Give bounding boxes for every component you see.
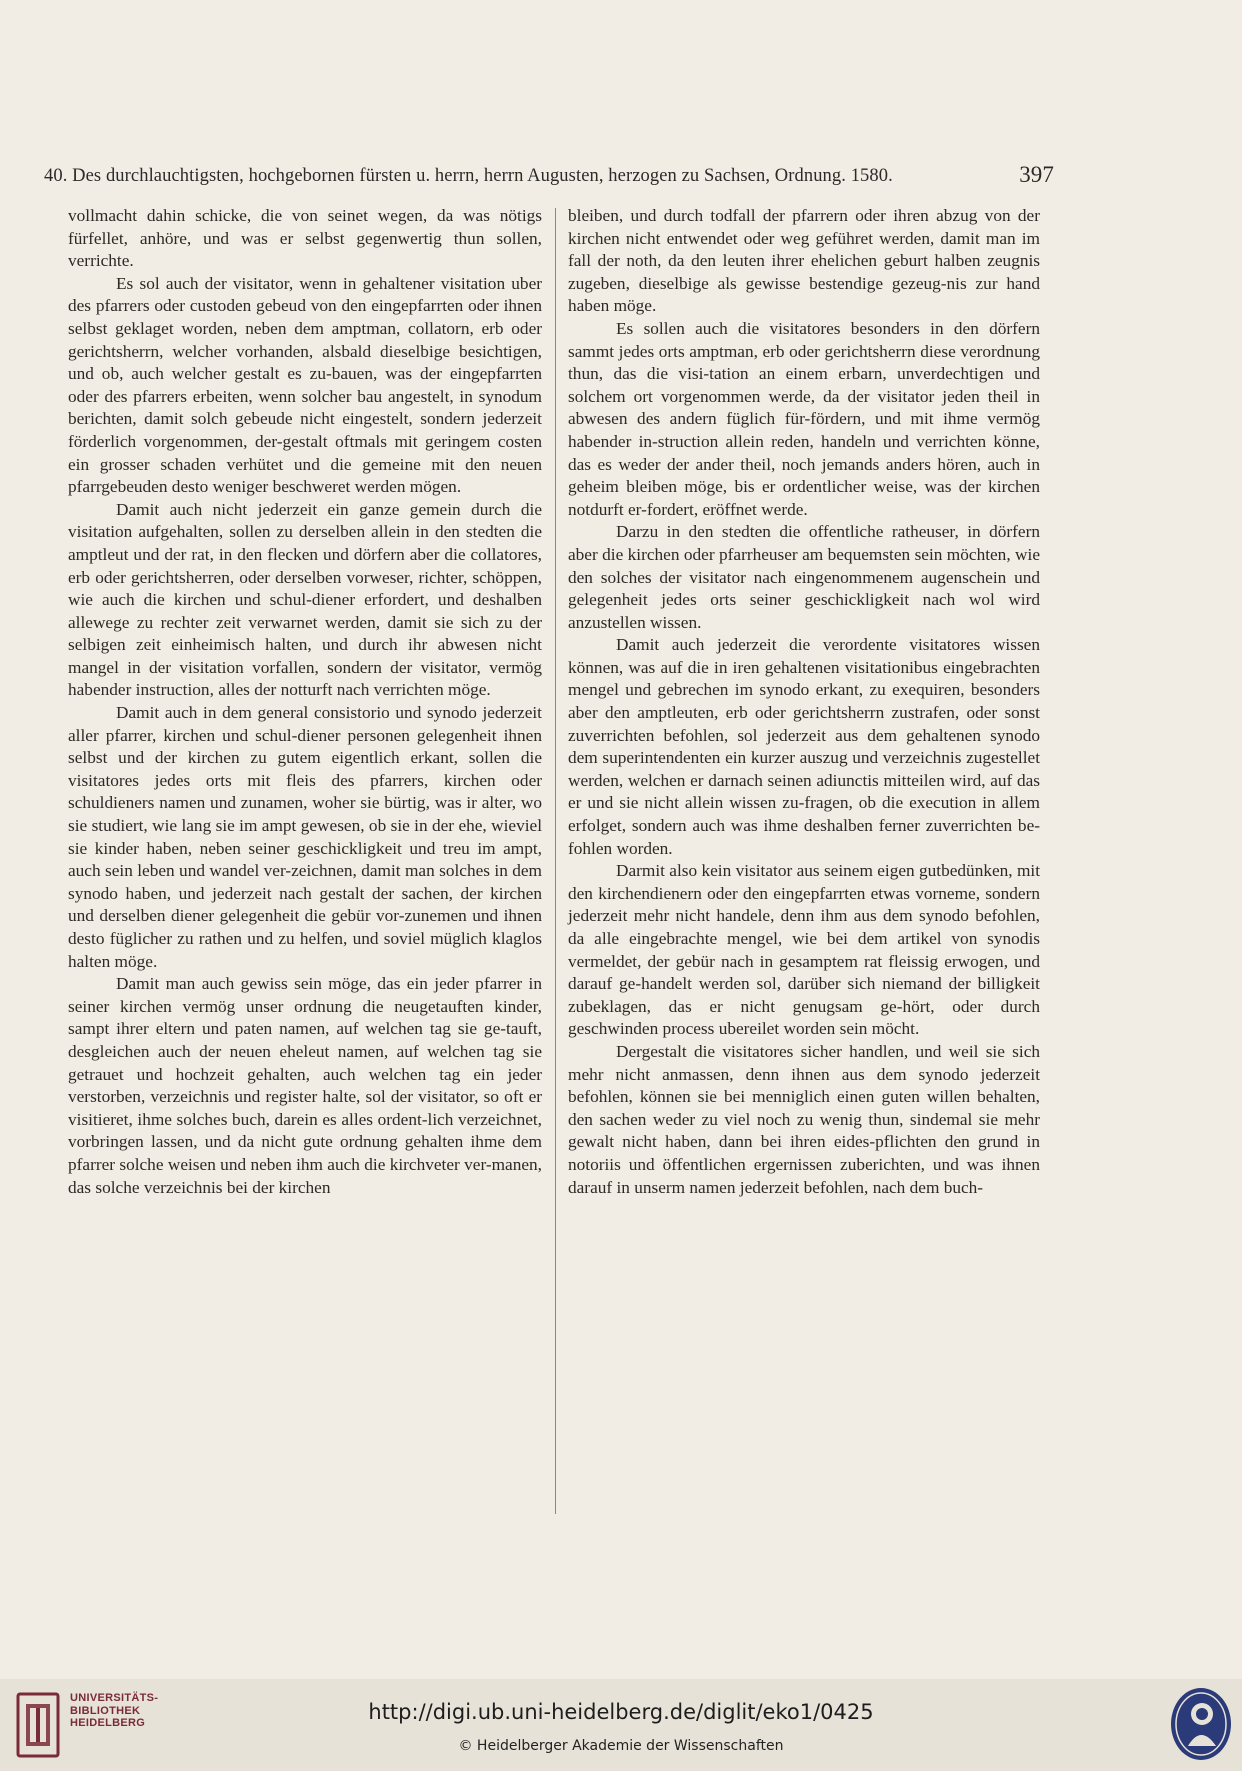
library-name-line: HEIDELBERG bbox=[70, 1717, 146, 1729]
right-column bbox=[568, 205, 1040, 1199]
paragraph: Darzu in den stedten die offentliche ratheuser, in dörfern aber die kirchen oder pfarrheuser am bequemsten sein möchten, wie den solches der visitator nach eingenommenem augenschein und gelegenheit jedes orts seiner geschickligkeit nach wol wird anzustellen wissen. bbox=[568, 522, 1040, 632]
column-divider bbox=[555, 208, 556, 1514]
paragraph: Damit auch jederzeit die verordente visitatores wissen können, was auf die in iren gehaltenen visitationibus eingebrachten mengel und gebrechen im synodo erkant, zu exequiren, besonders aber den amptleuten, erb oder gerichtsherrn zustrafen, oder sonst zuverrichten befohlen, sol jederzeit aus dem gehaltenen synodo dem superintendenten ein kurzer auszug und verzeichnis zugestellet werden, welchen er darnach seinen adiunctis mitteilen wird, auf das er und sie nicht allein wissen zu-fragen, ob die execution in allem erfolget, sondern auch was ihme deshalben ferner zuverrichten be-fohlen worden. bbox=[568, 635, 1040, 858]
paragraph: Damit man auch gewiss sein möge, das ein jeder pfarrer in seiner kirchen vermög unser ordnung die neugetauften kinder, sampt ihrer eltern und paten namen, auf welchen tag sie ge-tauft, desgleichen auch der neuen eheleut namen, auf welchen tag sie getrauet und hochzeit gehalten, auch welchen tag ein jeder verstorben, verzeichnis und register halte, sol der visitator, so oft er visitieret, ihme solches buch, darein es alles ordent-lich verzeichnet, vorbringen lassen, und da nicht gute ordnung gehalten ihme dem pfarrer solche weisen und neben ihm auch die kirchveter ver-manen, das solche verzeichnis bei der kirchen bbox=[68, 974, 542, 1197]
library-name-line: UNIVERSITÄTS- bbox=[70, 1692, 159, 1704]
paragraph: Damit auch in dem general consistorio und synodo jederzeit aller pfarrer, kirchen und schul-diener personen gelegenheit ihnen selbst und der kirchen zu gutem eigentlich erkant, sollen die visitatores jedes orts mit fleis des pfarrers, kirchen oder schuldieners namen und zunamen, woher sie bürtig, was ir alter, wo sie studiert, wie lang sie im ampt gewesen, ob sie in der ehe, wieviel sie kinder haben, neben seiner geschickligkeit und treu im ampt, auch sein leben und wandel ver-zeichnen, damit man solches in dem synodo haben, und jederzeit nach gestalt der sachen, der kirchen und derselben diener gelegenheit die gebür vor-zunemen und ihnen desto füglicher zu rathen und zu helfen, und soviel müglich klaglos halten möge. bbox=[68, 703, 542, 971]
paragraph: Darmit also kein visitator aus seinem eigen gutbedünken, mit den kirchendienern oder den eingepfarrten etwas vorneme, sondern jederzeit mehr nicht handele, denn ihm aus dem synodo befohlen, da alle eingebrachte mengel, wie bei dem artikel von synodis vermeldet, der gebür nach in gesamptem rat fleissig erwogen, und darauf ge-handelt werden sol, darüber sich niemand der billigkeit zubeklagen, das er nicht genugsam ge-hört, oder durch geschwinden process ubereilet worden sein möcht. bbox=[568, 861, 1040, 1039]
page-number: 397 bbox=[1019, 162, 1054, 187]
footer-bar bbox=[0, 1679, 1242, 1771]
library-name-line: BIBLIOTHEK bbox=[70, 1704, 141, 1717]
paragraph: Dergestalt die visitatores sicher handlen, und weil sie sich mehr nicht anmassen, denn ihnen aus dem synodo jederzeit befohlen, können sie bei menniglich einen guten willen behalten, den sachen weder zu viel noch zu wenig thun, sindemal sie mehr gewalt nicht haben, dann bei ihren eides-pflichten den grund in notoriis und öffentlichen ergernissen zuberichten, und was ihnen darauf in unserm namen jederzeit befohlen, nach dem buch- bbox=[568, 1041, 1040, 1197]
permalink-url[interactable]: http://digi.ub.uni-heidelberg.de/diglit/eko1/0425 bbox=[368, 1700, 874, 1724]
paragraph: Es sollen auch die visitatores besonders in den dörfern sammt jedes orts amptman, erb oder gerichtsherrn diese verordnung thun, das die visi-tation an einem erbarn, unverdechtigen und solchem ort vorgenommen werde, da der visitator jeden theil in abwesen des andern füglich für-fördern, und mit ihme vermög habender in-struction allein reden, handeln und verrichten könne, das es weder der ander theil, noch jemands anders hören, auch in geheim bleiben möge, bis er ordentlicher weise, was der kirchen notdurft er-fordert, eröffnet werde. bbox=[568, 318, 1040, 519]
left-column bbox=[68, 205, 542, 1199]
copyright-notice: © Heidelberger Akademie der Wissenschaften bbox=[458, 1738, 784, 1754]
running-header bbox=[44, 162, 1054, 187]
paragraph: Damit auch nicht jederzeit ein ganze gemein durch die visitation aufgehalten, sollen zu derselben allein in den stedten die amptleut und der rat, in den flecken und dörfern aber die collatores, erb oder gerichtsherren, oder derselben vorweser, richter, schöppen, wie auch die kirchen und schul-diener erfordert, und deshalben allewege zu rechter zeit verwarnet werden, damit sie sich zu der selbigen zeit einheimisch halten, und durch ihr abwesen nicht mangel in der visitation vorfallen, sondern der visitator, vermög habender instruction, alles der notturft nach verrichten möge. bbox=[68, 499, 542, 700]
running-title: 40. Des durchlauchtigsten, hochgebornen fürsten u. herrn, herrn Augusten, herzogen zu Sachsen, Ordnung. 1580. bbox=[44, 166, 893, 186]
paragraph: bleiben, und durch todfall der pfarrern oder ihren abzug von der kirchen nicht entwendet oder weg geführet werden, damit man im fall der noth, da den leuten ihrer ehelichen geburt halben zeugnis zugeben, dieselbige als gewisse bestendige gezeug-nis zur hand haben möge. bbox=[568, 206, 1040, 316]
academy-seal-icon bbox=[1166, 1684, 1236, 1764]
paragraph: vollmacht dahin schicke, die von seinet wegen, da was nötigs fürfellet, anhöre, und was er selbst gegenwertig thun sollen, verrichte. bbox=[68, 206, 542, 271]
paragraph: Es sol auch der visitator, wenn in gehaltener visitation uber des pfarrers oder custoden gebeud von den eingepfarrten oder ihnen selbst geklaget worden, neben dem amptman, collatorn, erb oder gerichtsherrn, welcher vorhanden, alsbald dieselbige besichtigen, und ob, auch welcher gestalt es zu-bauen, was der eingepfarrten oder des pfarrers erbeiten, wenn solcher bau angestelt, in synodum berichten, damit solch gebeude nicht eingestelt, sondern jederzeit förderlich vorgenommen, der-gestalt oftmals mit geringem costen ein grosser schaden verhütet und die gemeine mit den neuen pfarrgebeuden desto weniger beschweret werden mögen. bbox=[68, 273, 542, 497]
